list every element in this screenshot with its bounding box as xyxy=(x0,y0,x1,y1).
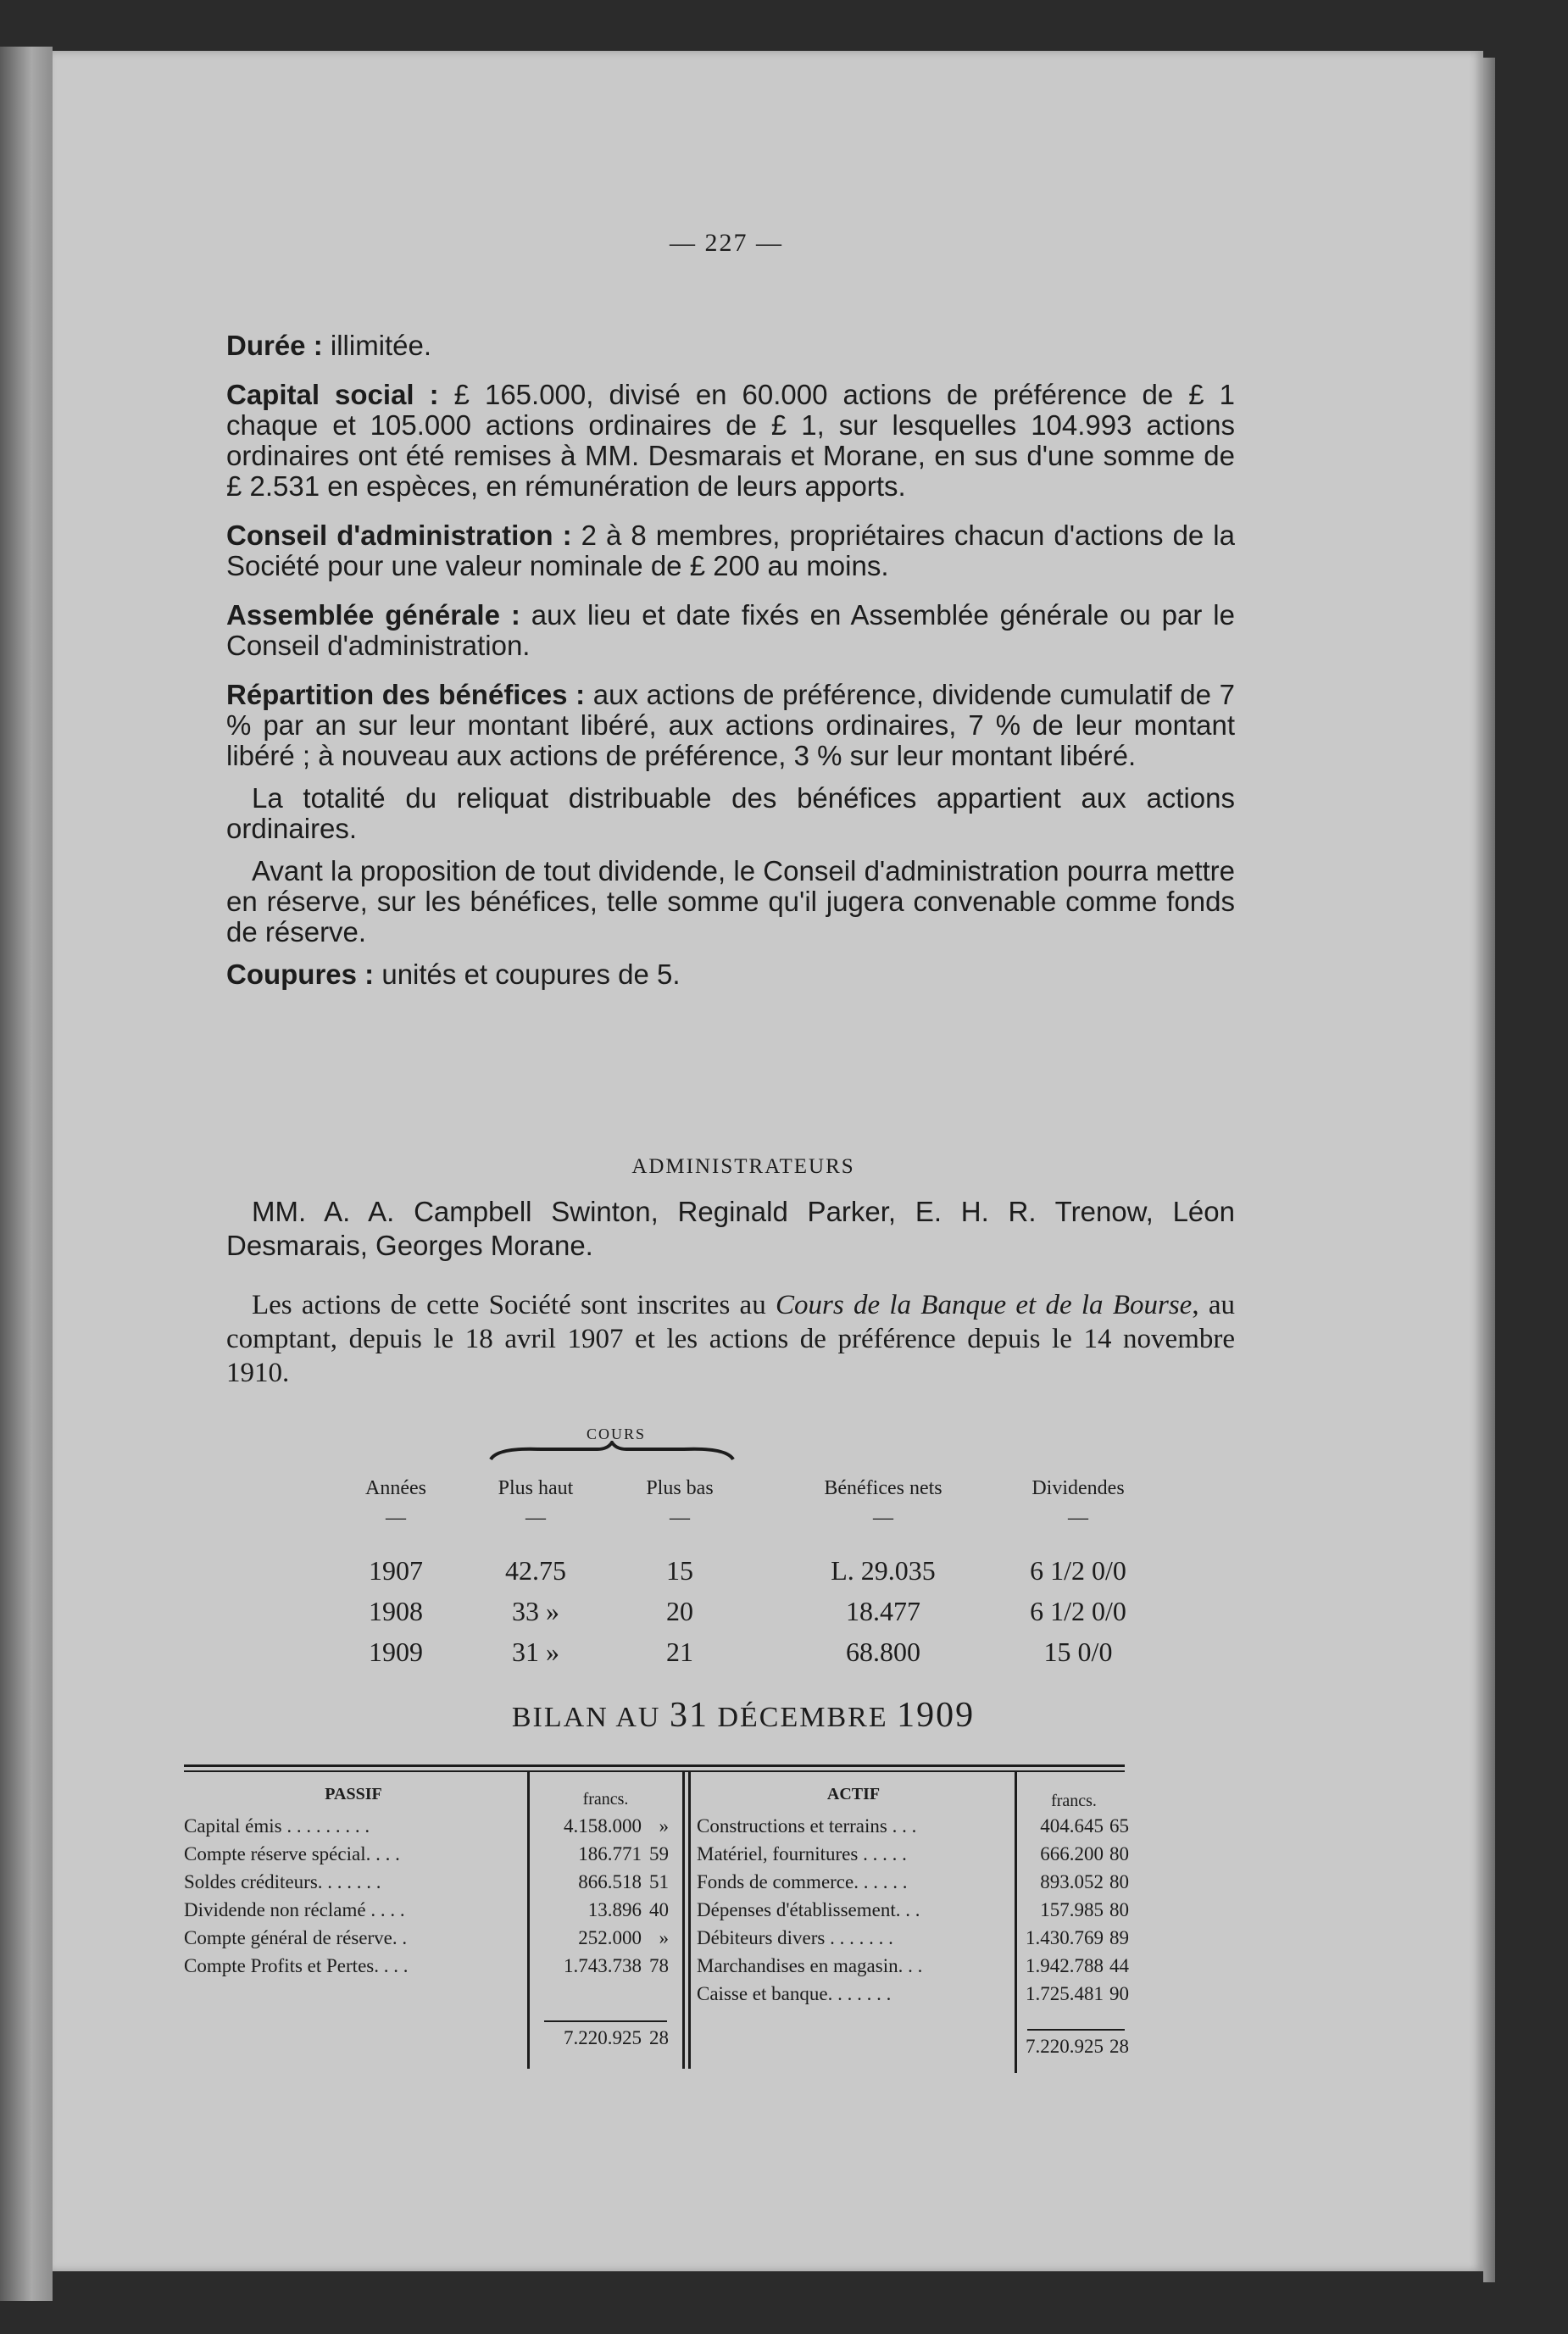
col-dash: — xyxy=(873,1507,893,1529)
passif-heading: PASSIF xyxy=(325,1785,382,1803)
actif-cents: 44 xyxy=(1109,1955,1129,1976)
col-dash: — xyxy=(1068,1507,1088,1529)
passif-cents: 78 xyxy=(649,1955,669,1976)
actif-amount: 157.985 xyxy=(1040,1899,1104,1920)
actif-cents: 80 xyxy=(1109,1843,1129,1864)
price-cell: 68.800 xyxy=(846,1637,920,1667)
col-dash: — xyxy=(386,1507,406,1529)
duree-paragraph xyxy=(226,331,1235,361)
passif-cents: » xyxy=(659,1927,669,1948)
actif-total-cents: 28 xyxy=(1109,2036,1129,2057)
bilan-top-rule xyxy=(184,1764,1125,1767)
administrateurs-names: MM. A. A. Campbell Swinton, Reginald Parker, E. H. R. Trenow, Léon Desmarais, Georges Morane. xyxy=(226,1196,1235,1261)
company-statutes xyxy=(226,331,1235,1009)
bilan-title-a: BILAN AU xyxy=(511,1702,670,1733)
capital-text: £ 165.000, divisé en 60.000 actions de préférence de £ 1 chaque et 105.000 actions ordinaires de £ 1, sur lesquelles 104.993 actions ordinaires ont été remises à MM. Desmarais et Morane, en sus d'une somme de £ 2.531 en espèces, en rémunération de leurs apports. xyxy=(226,379,1235,502)
passif-total-rule xyxy=(544,2020,667,2022)
passif-label: Soldes créditeurs. . . . . . . xyxy=(184,1871,381,1892)
passif-amount: 4.158.000 xyxy=(564,1815,642,1837)
listing-paragraph xyxy=(226,1288,1235,1390)
bilan-title xyxy=(226,1695,1260,1736)
price-cell: 1907 xyxy=(369,1555,423,1586)
actif-label: Débiteurs divers . . . . . . . xyxy=(697,1927,893,1948)
price-cell: 6 1/2 0/0 xyxy=(1030,1596,1126,1626)
passif-amount: 1.743.738 xyxy=(564,1955,642,1976)
facing-page-edge xyxy=(0,47,53,2301)
price-cell: 15 xyxy=(666,1555,693,1586)
repartition-paragraph xyxy=(226,680,1235,771)
price-cell: 15 0/0 xyxy=(1043,1637,1113,1667)
passif-label: Capital émis . . . . . . . . . xyxy=(184,1815,370,1837)
col-header-plus-bas: Plus bas xyxy=(646,1477,714,1499)
col-dash: — xyxy=(670,1507,690,1529)
actif-amount: 1.430.769 xyxy=(1026,1927,1104,1948)
capital-label: Capital social : xyxy=(226,379,439,410)
actif-divider xyxy=(1015,1772,1017,2073)
duree-label: Durée : xyxy=(226,330,323,361)
actif-label: Caisse et banque. . . . . . . xyxy=(697,1983,892,2004)
conseil-text: 2 à 8 membres, propriétaires chacun d'actions de la Société pour une valeur nominale de £ 200 au moins. xyxy=(226,520,1235,581)
passif-amount: 866.518 xyxy=(578,1871,642,1892)
actif-amount: 404.645 xyxy=(1040,1815,1104,1837)
bilan-title-b: DÉCEMBRE xyxy=(708,1702,898,1733)
col-dash: — xyxy=(525,1507,546,1529)
assemblee-text: aux lieu et date fixés en Assemblée générale ou par le Conseil d'administration. xyxy=(226,599,1235,661)
passif-label: Compte Profits et Pertes. . . . xyxy=(184,1955,409,1976)
bilan-title-day: 31 xyxy=(669,1696,709,1735)
passif-amount: 186.771 xyxy=(578,1843,642,1864)
actif-amount: 893.052 xyxy=(1040,1871,1104,1892)
listing-italic: Cours de la Banque et de la Bourse xyxy=(775,1290,1193,1320)
actif-heading: ACTIF xyxy=(826,1785,881,1803)
capital-paragraph xyxy=(226,380,1235,502)
actif-label: Dépenses d'établissement. . . xyxy=(697,1899,920,1920)
listing-text-1: Les actions de cette Société sont inscrites au xyxy=(252,1290,776,1320)
col-header-annees: Années xyxy=(365,1477,426,1499)
price-cell: 33 » xyxy=(512,1596,559,1626)
coupures-paragraph xyxy=(226,959,1235,990)
actif-cents: 90 xyxy=(1109,1983,1129,2004)
coupures-label: Coupures : xyxy=(226,959,375,990)
totalite-paragraph: La totalité du reliquat distribuable des bénéfices appartient aux actions ordinaires. xyxy=(226,782,1235,844)
avant-paragraph: Avant la proposition de tout dividende, le Conseil d'administration pourra mettre en réserve, sur les bénéfices, telle somme qu'il jugera convenable comme fonds de réserve. xyxy=(226,855,1235,947)
actif-label: Constructions et terrains . . . xyxy=(697,1815,917,1837)
col-header-plus-haut: Plus haut xyxy=(498,1477,574,1499)
price-cell: 1909 xyxy=(369,1637,423,1667)
price-cell: 31 » xyxy=(512,1637,559,1667)
passif-cents: 40 xyxy=(649,1899,669,1920)
actif-cents: 89 xyxy=(1109,1927,1129,1948)
actif-cents: 80 xyxy=(1109,1899,1129,1920)
assemblee-paragraph xyxy=(226,600,1235,661)
actif-cents: 80 xyxy=(1109,1871,1129,1892)
coupures-text: unités et coupures de 5. xyxy=(374,959,681,990)
cours-brace xyxy=(489,1441,735,1463)
actif-cents: 65 xyxy=(1109,1815,1129,1837)
passif-total-cents: 28 xyxy=(649,2027,669,2048)
book-page xyxy=(53,51,1483,2271)
price-cell: 20 xyxy=(666,1596,693,1626)
center-divider-2 xyxy=(688,1772,691,2069)
actif-amount: 666.200 xyxy=(1040,1843,1104,1864)
cours-label: COURS xyxy=(587,1425,647,1442)
passif-amount: 13.896 xyxy=(587,1899,642,1920)
passif-currency: francs. xyxy=(582,1790,629,1809)
listing-text-2: , au comptant, depuis le 18 avril 1907 et les actions de préférence depuis le 14 novembre 1910. xyxy=(226,1290,1235,1388)
price-cell: L. 29.035 xyxy=(831,1555,936,1586)
passif-divider xyxy=(527,1772,530,2069)
actif-label: Marchandises en magasin. . . xyxy=(697,1955,923,1976)
passif-cents: 51 xyxy=(649,1871,669,1892)
passif-label: Compte général de réserve. . xyxy=(184,1927,408,1948)
actif-label: Matériel, fournitures . . . . . xyxy=(697,1843,907,1864)
conseil-label: Conseil d'administration : xyxy=(226,520,572,551)
repartition-label: Répartition des bénéfices : xyxy=(226,679,586,710)
col-header-dividendes: Dividendes xyxy=(1031,1477,1125,1499)
bilan-title-year: 1909 xyxy=(897,1696,976,1735)
actif-label: Fonds de commerce. . . . . . xyxy=(697,1871,908,1892)
bilan-top-rule-2 xyxy=(184,1770,1125,1772)
center-divider xyxy=(682,1772,685,2069)
price-cell: 42.75 xyxy=(505,1555,566,1586)
conseil-paragraph xyxy=(226,520,1235,581)
actif-currency: francs. xyxy=(1051,1792,1097,1810)
price-cell: 1908 xyxy=(369,1596,423,1626)
actif-total-rule xyxy=(1027,2029,1125,2031)
duree-text: illimitée. xyxy=(322,330,432,361)
price-cell: 21 xyxy=(666,1637,693,1667)
assemblee-label: Assemblée générale : xyxy=(226,599,520,631)
passif-total: 7.220.925 xyxy=(564,2027,642,2048)
administrateurs-heading: ADMINISTRATEURS xyxy=(631,1155,855,1178)
actif-total: 7.220.925 xyxy=(1026,2036,1104,2057)
passif-label: Compte réserve spécial. . . . xyxy=(184,1843,400,1864)
page-block-edge xyxy=(1483,58,1495,2282)
actif-amount: 1.725.481 xyxy=(1026,1983,1104,2004)
page-number: — 227 — xyxy=(670,229,783,257)
passif-amount: 252.000 xyxy=(578,1927,642,1948)
passif-cents: 59 xyxy=(649,1843,669,1864)
price-cell: 6 1/2 0/0 xyxy=(1030,1555,1126,1586)
passif-cents: » xyxy=(659,1815,669,1837)
actif-amount: 1.942.788 xyxy=(1026,1955,1104,1976)
col-header-benefices: Bénéfices nets xyxy=(824,1477,942,1499)
passif-label: Dividende non réclamé . . . . xyxy=(184,1899,405,1920)
repartition-text: aux actions de préférence, dividende cumulatif de 7 % par an sur leur montant libéré, aux actions ordinaires, 7 % de leur montant libéré ; à nouveau aux actions de préférence, 3 % sur leur montant libéré. xyxy=(226,679,1235,771)
price-cell: 18.477 xyxy=(846,1596,920,1626)
